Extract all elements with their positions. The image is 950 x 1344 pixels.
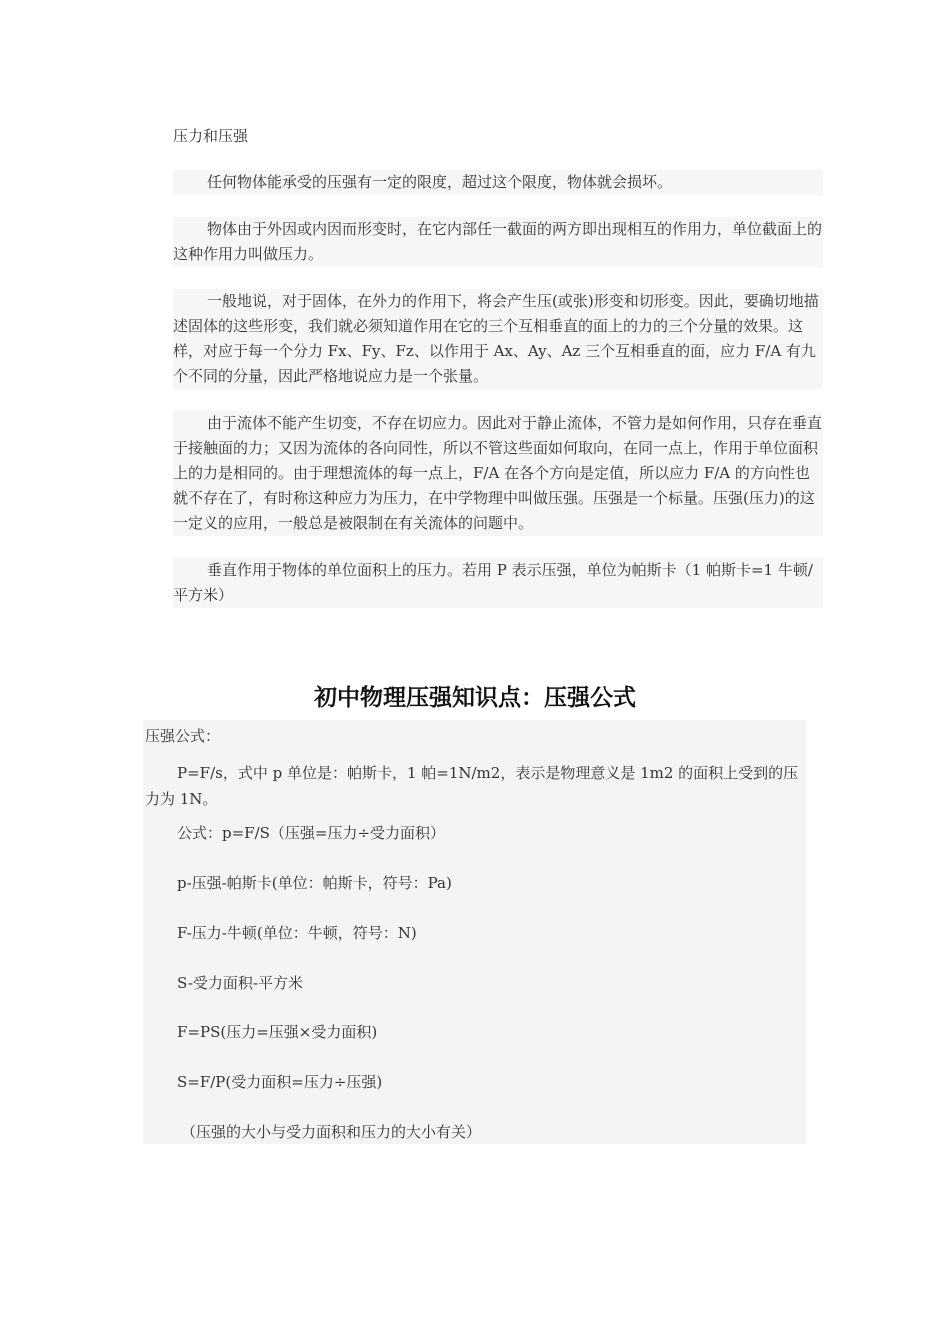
article-paragraph-2: 物体由于外因或内因而形变时，在它内部任一截面的两方即出现相互的作用力，单位截面上的这种作用力叫做压力。 bbox=[173, 217, 823, 267]
formula-line-3: F-压力-牛顿(单位：牛顿，符号：N) bbox=[177, 924, 417, 942]
formula-line-1: 公式：p=F/S（压强=压力÷受力面积） bbox=[177, 824, 446, 842]
article-paragraph-3: 一般地说，对于固体，在外力的作用下，将会产生压(或张)形变和切形变。因此，要确切地描述固体的这些形变，我们就必须知道作用在它的三个互相垂直的面上的力的三个分量的效果。这样，对应于每一个分力 Fx、Fy、Fz、以作用于 Ax、Ay、Az 三个互相垂直的面，应力 F/A 有九个不同的分量，因此严格地说应力是一个张量。 bbox=[173, 289, 823, 389]
article-title: 压力和压强 bbox=[173, 127, 249, 145]
formula-intro: P=F/s，式中 p 单位是：帕斯卡，1 帕=1N/m2，表示是物理意义是 1m2 的面积上受到的压力为 1N。 bbox=[145, 764, 799, 808]
article-paragraph-1: 任何物体能承受的压强有一定的限度，超过这个限度，物体就会损坏。 bbox=[173, 170, 823, 195]
article-paragraph-4: 由于流体不能产生切变，不存在切应力。因此对于静止流体，不管力是如何作用，只存在垂直于接触面的力；又因为流体的各向同性，所以不管这些面如何取向，在同一点上，作用于单位面积上的力是相同的。由于理想流体的每一点上，F/A 在各个方向是定值，所以应力 F/A 的方向性也就不存在了，有时称这种应力为压力，在中学物理中叫做压强。压强是一个标量。压强(压力)的这一定义的应用，一般总是被限制在有关流体的问题中。 bbox=[173, 411, 823, 536]
formula-line-4: S-受力面积-平方米 bbox=[177, 974, 303, 992]
article-paragraph-5: 垂直作用于物体的单位面积上的压力。若用 P 表示压强，单位为帕斯卡（1 帕斯卡=1 牛顿/平方米） bbox=[173, 558, 823, 608]
formula-box bbox=[143, 720, 806, 1144]
formula-note: （压强的大小与受力面积和压力的大小有关） bbox=[181, 1123, 482, 1141]
formula-line-6: S=F/P(受力面积=压力÷压强) bbox=[177, 1073, 383, 1091]
formula-label: 压强公式： bbox=[145, 727, 221, 745]
article-section bbox=[173, 124, 823, 630]
formula-line-5: F=PS(压力=压强×受力面积) bbox=[177, 1023, 378, 1041]
formula-line-2: p-压强-帕斯卡(单位：帕斯卡，符号：Pa) bbox=[177, 874, 452, 892]
section-heading: 初中物理压强知识点：压强公式 bbox=[314, 685, 636, 711]
